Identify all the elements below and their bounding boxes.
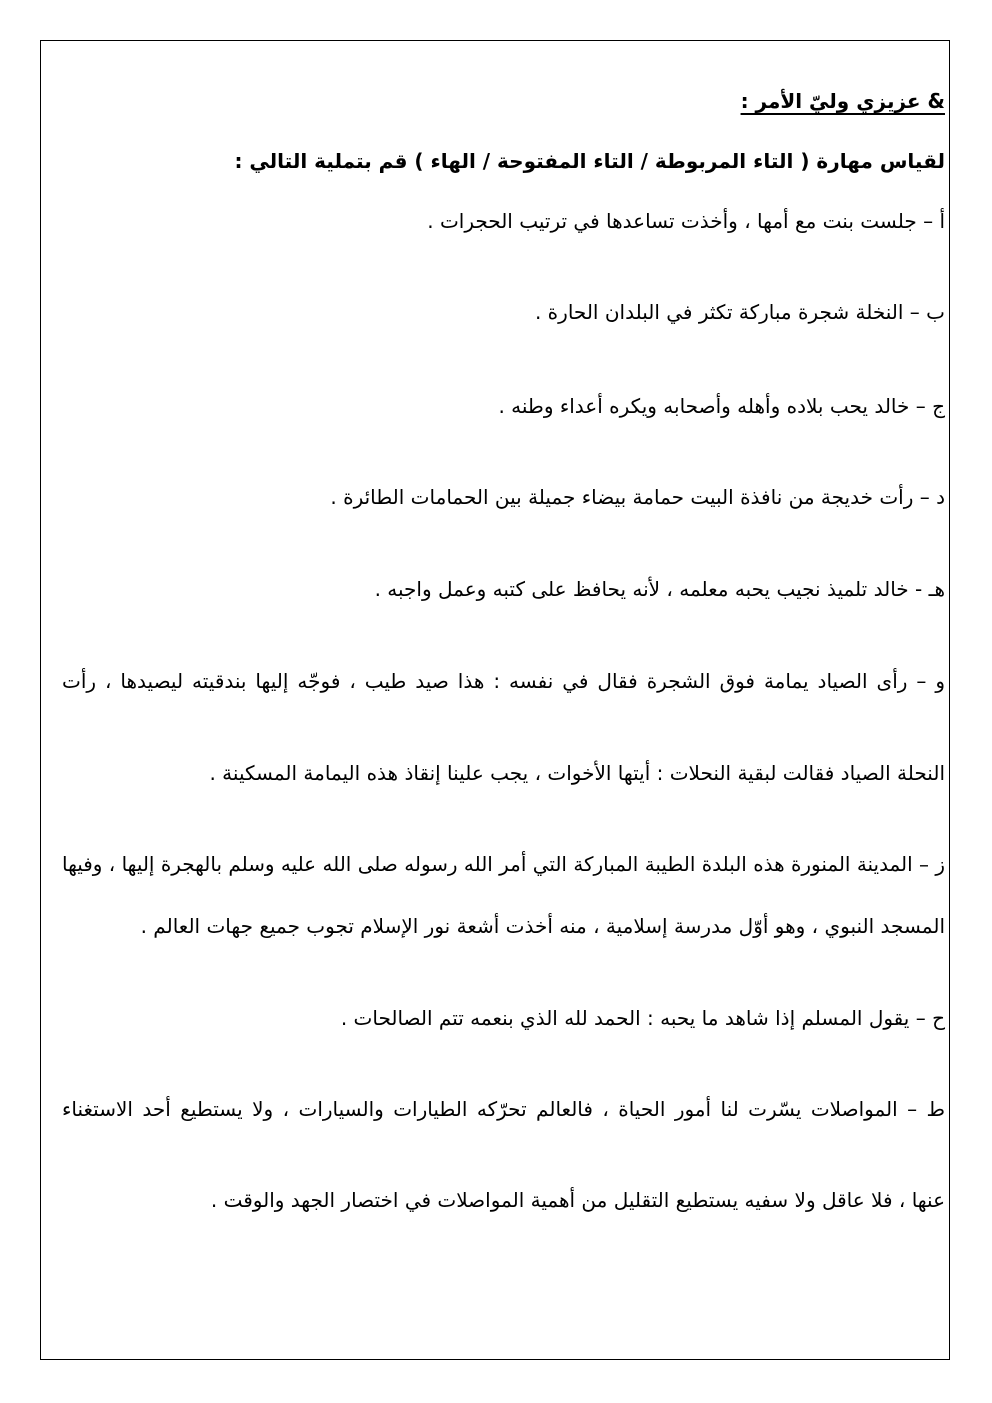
- page-heading: & عزيزي وليّ الأمر :: [740, 89, 945, 113]
- dictation-line-ba: ب – النخلة شجرة مباركة تكثر في البلدان الحارة .: [534, 300, 945, 324]
- dictation-line-tah-2: عنها ، فلا عاقل ولا سفيه يستطيع التقليل من أهمية المواصلات في اختصار الجهد والوقت .: [210, 1188, 945, 1212]
- dictation-line-jim: ج – خالد يحب بلاده وأهله وأصحابه ويكره أعداء وطنه .: [498, 394, 945, 418]
- instruction-text: لقياس مهارة ( التاء المربوطة / التاء المفتوحة / الهاء ) قم بتملية التالي :: [234, 149, 945, 173]
- dictation-line-dal: د – رأت خديجة من نافذة البيت حمامة بيضاء جميلة بين الحمامات الطائرة .: [330, 485, 945, 509]
- dictation-line-haa: ح – يقول المسلم إذا شاهد ما يحبه : الحمد لله الذي بنعمه تتم الصالحات .: [340, 1006, 945, 1030]
- dictation-line-waw-1: و – رأى الصياد يمامة فوق الشجرة فقال في نفسه : هذا صيد طيب ، فوجّه إليها بندقيته ليصيدها ، رأت: [62, 669, 945, 693]
- page-border: [40, 40, 950, 1360]
- dictation-line-tah-1: ط – المواصلات يسّرت لنا أمور الحياة ، فالعالم تحرّكه الطيارات والسيارات ، ولا يستطيع أحد الاستغناء: [62, 1097, 945, 1121]
- dictation-line-alef: أ – جلست بنت مع أمها ، وأخذت تساعدها في ترتيب الحجرات .: [427, 209, 945, 233]
- dictation-line-zay-1: ز – المدينة المنورة هذه البلدة الطيبة المباركة التي أمر الله رسوله صلى الله عليه وسلم بالهجرة إليها ، وفيها: [62, 853, 945, 876]
- dictation-line-zay-2: المسجد النبوي ، وهو أوّل مدرسة إسلامية ، منه أخذت أشعة نور الإسلام تجوب جميع جهات العالم .: [140, 914, 945, 938]
- dictation-line-ha: هـ - خالد تلميذ نجيب يحبه معلمه ، لأنه يحافظ على كتبه وعمل واجبه .: [374, 577, 945, 601]
- dictation-line-waw-2: النحلة الصياد فقالت لبقية النحلات : أيتها الأخوات ، يجب علينا إنقاذ هذه اليمامة المسكينة .: [209, 761, 945, 785]
